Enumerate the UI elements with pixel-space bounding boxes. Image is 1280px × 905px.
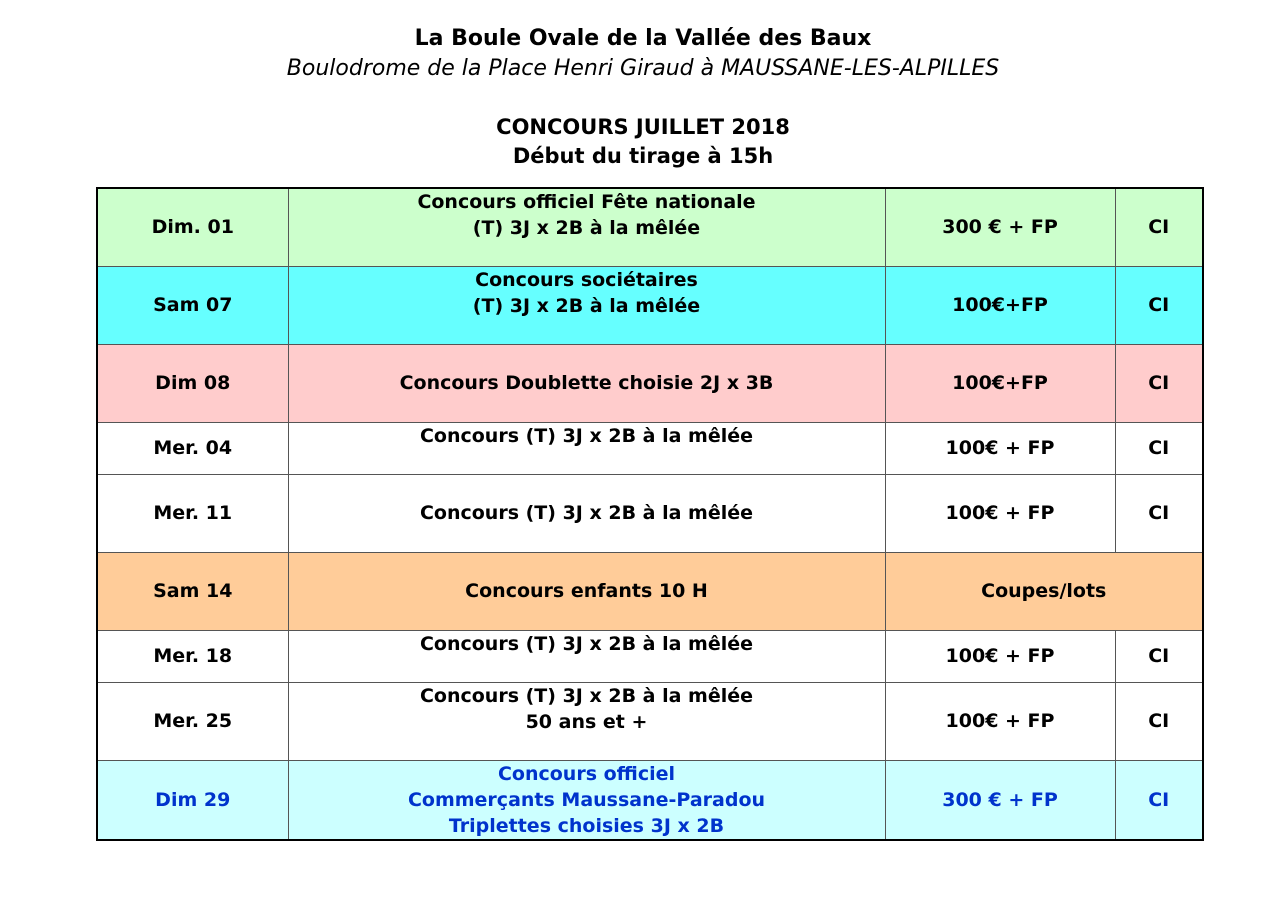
description-line: Concours (T) 3J x 2B à la mêlée xyxy=(419,424,754,447)
description-line: Concours enfants 10 H xyxy=(465,580,708,602)
venue-subtitle: Boulodrome de la Place Henri Giraud à MAUSSANE-LES-ALPILLES xyxy=(286,56,1000,81)
contest-title: CONCOURS JUILLET 2018 xyxy=(496,115,790,139)
table-row xyxy=(97,422,1203,474)
date-cell: Dim 08 xyxy=(97,344,288,422)
description-cell xyxy=(288,552,885,630)
table-row xyxy=(97,552,1203,630)
description-cell xyxy=(288,630,885,682)
category-cell: CI xyxy=(1115,422,1203,474)
category-cell: CI xyxy=(1115,760,1203,840)
prize-cell: 100€+FP xyxy=(885,266,1115,344)
description-cell xyxy=(288,344,885,422)
category-cell: CI xyxy=(1115,344,1203,422)
prize-cell: 100€ + FP xyxy=(885,474,1115,552)
description-line: Concours (T) 3J x 2B à la mêlée xyxy=(419,632,754,655)
table-row xyxy=(97,344,1203,422)
prize-cell: 100€+FP xyxy=(885,344,1115,422)
prize-cell: 100€ + FP xyxy=(885,630,1115,682)
description-line: Concours sociétaires xyxy=(475,268,698,291)
date-cell: Mer. 04 xyxy=(97,422,288,474)
description-line: 50 ans et + xyxy=(525,710,648,733)
description-cell xyxy=(288,422,885,474)
table-row xyxy=(97,630,1203,682)
date-cell: Mer. 18 xyxy=(97,630,288,682)
table-row xyxy=(97,760,1203,840)
category-cell: CI xyxy=(1115,474,1203,552)
description-cell xyxy=(288,474,885,552)
category-cell: CI xyxy=(1115,266,1203,344)
description-line: Commerçants Maussane-Paradou xyxy=(407,788,766,811)
description-cell xyxy=(288,266,885,344)
prize-cell: 100€ + FP xyxy=(885,422,1115,474)
date-cell: Dim 29 xyxy=(97,760,288,840)
category-cell: CI xyxy=(1115,630,1203,682)
table-row xyxy=(97,188,1203,266)
date-cell: Sam 07 xyxy=(97,266,288,344)
description-cell xyxy=(288,188,885,266)
category-cell: CI xyxy=(1115,682,1203,760)
description-line: (T) 3J x 2B à la mêlée xyxy=(472,217,701,239)
table-row xyxy=(97,682,1203,760)
description-line: Concours officiel Fête nationale xyxy=(417,191,756,213)
club-name: La Boule Ovale de la Vallée des Baux xyxy=(414,26,872,51)
description-line: (T) 3J x 2B à la mêlée xyxy=(472,294,701,317)
date-cell: Mer. 25 xyxy=(97,682,288,760)
description-line: Concours Doublette choisie 2J x 3B xyxy=(399,372,774,394)
prize-cell: Coupes/lots xyxy=(885,552,1203,630)
prize-cell: 300 € + FP xyxy=(885,760,1115,840)
description-line: Concours (T) 3J x 2B à la mêlée xyxy=(419,502,754,524)
contest-schedule-table xyxy=(96,187,1204,841)
table-row xyxy=(97,474,1203,552)
category-cell: CI xyxy=(1115,188,1203,266)
date-cell: Sam 14 xyxy=(97,552,288,630)
description-cell xyxy=(288,760,885,840)
description-cell xyxy=(288,682,885,760)
date-cell: Mer. 11 xyxy=(97,474,288,552)
description-line: Concours officiel xyxy=(497,762,676,785)
prize-cell: 300 € + FP xyxy=(885,188,1115,266)
draw-time: Début du tirage à 15h xyxy=(512,144,774,168)
table-row xyxy=(97,266,1203,344)
date-cell: Dim. 01 xyxy=(97,188,288,266)
description-line: Concours (T) 3J x 2B à la mêlée xyxy=(419,684,754,707)
description-line: Triplettes choisies 3J x 2B xyxy=(448,814,725,837)
prize-cell: 100€ + FP xyxy=(885,682,1115,760)
